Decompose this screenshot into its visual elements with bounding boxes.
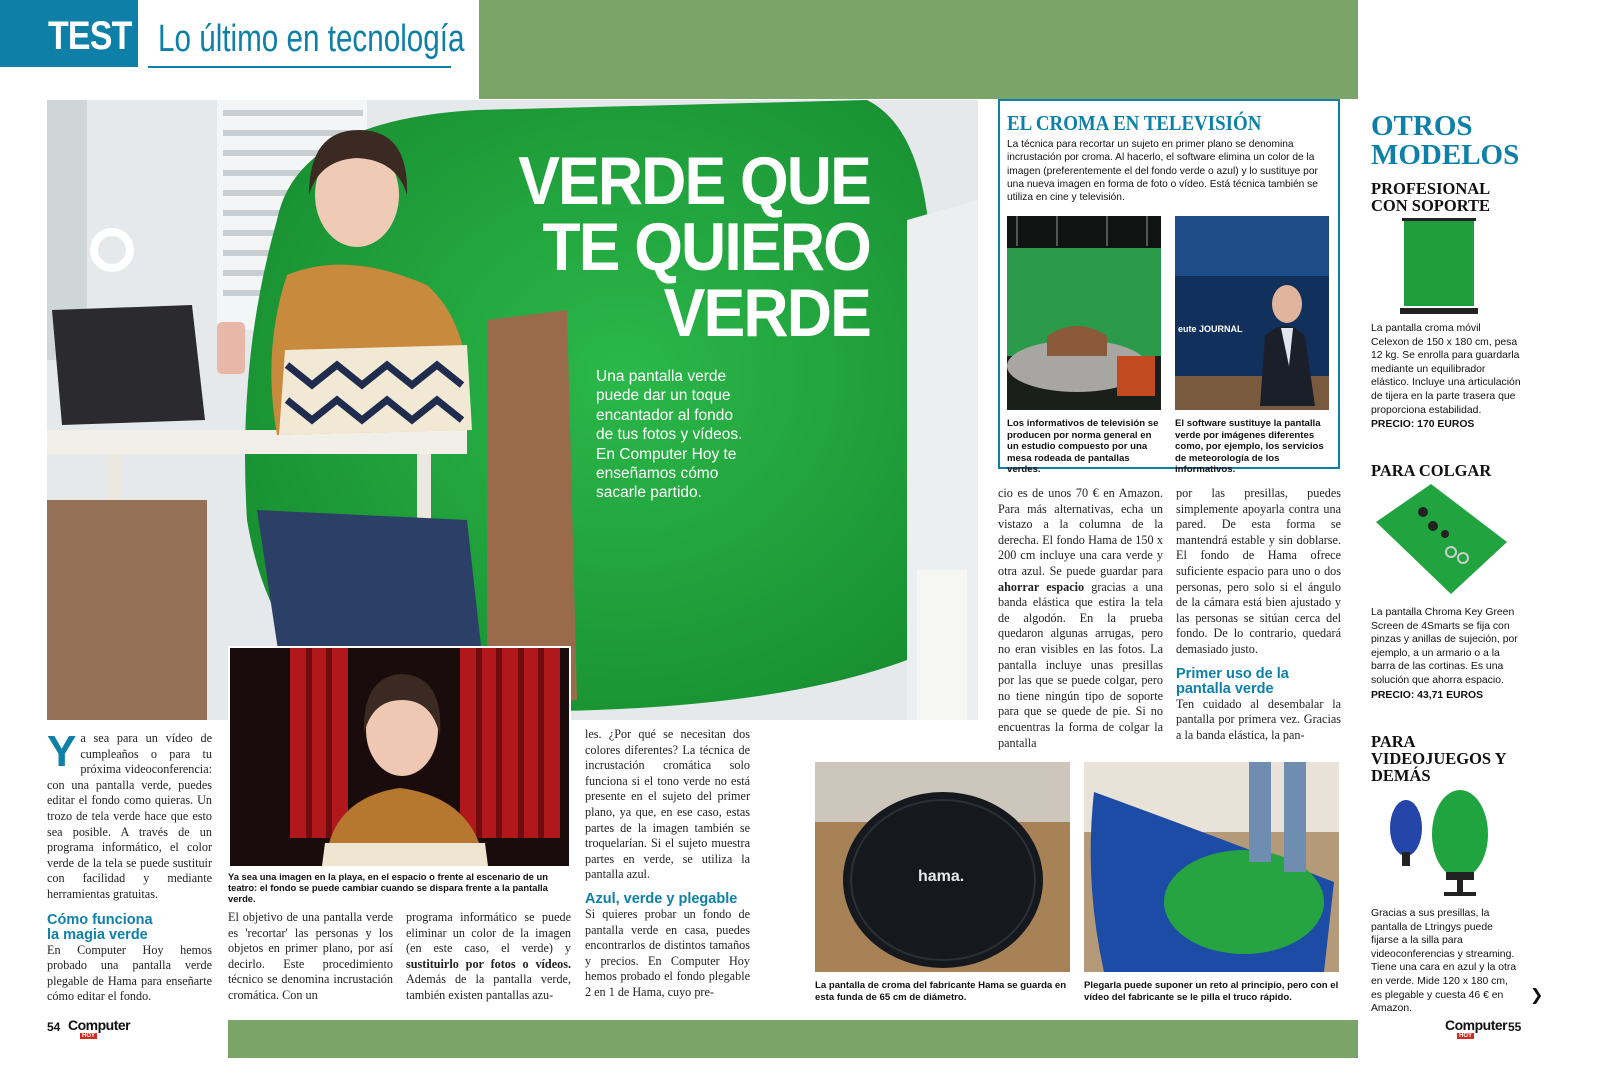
col1-heading: Cómo funciona la magia verde: [47, 911, 153, 943]
model-2-image: [1371, 482, 1511, 597]
footer-olive-band: [228, 1020, 1358, 1058]
tv-photo-studio: [1007, 216, 1161, 410]
col5-text-a: cio es de unos 70 € en Amazon. Para más alternativas, echa un vistazo a la columna de la derecha. El fondo Hama de 150 x 200 cm incluye una cara verde y otra azul. Se puede guardar para: [998, 486, 1163, 578]
sidebar-title-line-1: OTROS: [1371, 110, 1473, 142]
article-col-3: [406, 910, 571, 1004]
presenter-illustration: [1175, 216, 1329, 410]
model-1-text: La pantalla croma móvil Celexon de 150 x 180 cm, pesa 12 kg. Se enrolla para guardarla mediante un equilibrador elástico. Incluye una articulación de tijera en la parte trasera que proporciona estabilidad.: [1371, 323, 1521, 416]
col1-paragraph-2: En Computer Hoy hemos probado una pantalla verde plegable de Hama para enseñarte cómo editar el fondo.: [47, 942, 212, 1004]
bag-caption: La pantalla de croma del fabricante Hama se guarda en esta funda de 65 cm de diámetro.: [815, 980, 1067, 1003]
hero-title-line-1: VERDE QUE: [518, 143, 870, 219]
col3-text-bold: sustituirlo por fotos o vídeos.: [406, 956, 571, 971]
model-1-title: PROFESIONAL CON SOPORTE: [1371, 179, 1491, 215]
model-2-text: La pantalla Chroma Key Green Screen de 4Smarts se fija con pinzas y anillas de sujeción, por ejemplo, a un armario o a la barra de las cortinas. Es una solución que ahorra espacio.: [1371, 607, 1518, 686]
article-col-2: El objetivo de una pantalla verde es 'recortar' las personas y los objetos en primer plano, por así decirlo. Este procedimiento técnico se denomina incrustación cromática. Con un: [228, 910, 393, 1002]
theater-illustration: [230, 648, 569, 866]
hero-title: [502, 143, 870, 351]
tv-caption-2: El software sustituye la pantalla verde por imágenes diferentes como, por ejemplo, los servicios de meteorología de los informativos.: [1175, 418, 1324, 476]
studio-illustration: [1007, 216, 1161, 410]
model-3-text: Gracias a sus presillas, la pantalla de Ltringys puede fijarse a la silla para videoconferencias y streaming. Tiene una cara en azul y la otra en verde. Mide 120 x 180 cm, es plegable y cuesta 46 € en Amazon.: [1371, 908, 1517, 1015]
footer-brand-left: [68, 1017, 131, 1039]
fold-illustration: [1084, 762, 1339, 972]
col4-heading: Azul, verde y plegable: [585, 890, 738, 907]
fold-caption: Plegarla puede suponer un reto al principio, pero con el vídeo del fabricante se le pilla el truco rápido.: [1084, 980, 1339, 1003]
footer-brand-right: [1445, 1017, 1508, 1039]
sidebar-title: [1371, 112, 1519, 170]
page-number-right: 55: [1508, 1020, 1522, 1034]
col6-paragraph-2: Ten cuidado al desembalar la pantalla por primera vez. Gracias a la banda elástica, la pan-: [1176, 696, 1341, 742]
hero-title-line-2: TE QUIERO: [542, 209, 870, 285]
footer-brand-right-name: Computer: [1445, 1017, 1508, 1033]
model-1-image: [1400, 218, 1478, 318]
col4-paragraph-1: les. ¿Por qué se necesitan dos colores diferentes? La técnica de incrustación cromática solo funciona si el tono verde no está presente en el sujeto del primer plano, ya que, en ese caso, estas partes de la imagen también se troquelarían. Si el sujeto muestra partes en verde, se utiliza la pantalla azul.: [585, 727, 750, 882]
header-olive-band: [479, 0, 1358, 99]
col6-paragraph-1: por las presillas, puedes simplemente apoyarla contra una pared. De esta forma se mantendrá estable y sin doblarse. El fondo de Hama ofrece suficiente espacio para uno o dos personas, pero solo si el ángulo de la cámara está bien ajustado y las personas se sitúan cerca del fondo. De lo contrario, quedará demasiado justo.: [1176, 486, 1341, 656]
footer-brand-left-name: Computer: [68, 1017, 131, 1033]
inset-caption: Ya sea una imagen en la playa, en el espacio o frente al escenario de un teatro: el fondo se puede cambiar cuando se dispara frente a la pantalla verde.: [228, 871, 548, 904]
tv-box-text: La técnica para recortar un sujeto en primer plano se denomina incrustación por croma. Al hacerlo, el software elimina un color de la imagen (preferentemente el del fondo verde o azul) y lo sustituye por una nueva imagen en forma de foto o vídeo. Está técnica también se utiliza en cine y televisión.: [1007, 139, 1318, 204]
article-col-5: [998, 486, 1163, 751]
col4-paragraph-2: Si quieres probar un fondo de pantalla verde en casa, puedes encontrarlos de distintos tamaños y precios. En Computer Hoy hemos probado el fondo plegable 2 en 1 de Hama, cuyo pre-: [585, 906, 750, 999]
page-number-left: 54: [47, 1020, 61, 1034]
header-subtitle: Lo último en tecnología: [158, 18, 465, 60]
footer-brand-right-sub: HOY: [1459, 1033, 1473, 1039]
chair-screen-illustration: [1388, 790, 1498, 902]
fold-photo: [1084, 762, 1339, 972]
inset-photo: [228, 646, 571, 868]
tv-photo-presenter: [1175, 216, 1329, 410]
model-2-title: PARA COLGAR: [1371, 461, 1492, 480]
model-2-price: PRECIO: 43,71 EUROS: [1371, 690, 1484, 701]
col5-text-b: gracias a una banda elástica que estira la tela de algodón. En la prueba quedaron algunas arrugas, pero no eran visibles en las fotos. La pantalla incluye unas presillas por las que se puede colgar, pero no tiene ningún tipo de soporte para que se quede de pie. Si no encuentras la forma de colgar la pantalla: [998, 579, 1163, 750]
hero-title-line-3: VERDE: [663, 275, 870, 351]
col3-text-a: programa informático se puede eliminar un color de la imagen (en este caso, el verde) y: [406, 910, 571, 956]
stand-screen-illustration: [1400, 218, 1478, 318]
bag-photo: [815, 762, 1070, 972]
tv-caption-1: Los informativos de televisión se producen por norma general en un estudio compuesto por una mesa rodeada de pantallas verdes.: [1007, 418, 1159, 476]
footer-brand-left-sub: HOY: [82, 1033, 96, 1039]
dropcap: Y: [47, 727, 77, 776]
hanging-screen-illustration: [1371, 482, 1511, 597]
col3-text-b: Además de la pantalla verde, también existen pantallas azu-: [406, 972, 571, 1002]
header-underline: [148, 66, 451, 68]
article-col-4: [585, 727, 750, 1001]
col6-heading: Primer uso de la pantalla verde: [1176, 665, 1289, 697]
model-1-price: PRECIO: 170 EUROS: [1371, 419, 1475, 430]
model-3-image: [1388, 790, 1498, 902]
tv-screen-text: eute JOURNAL: [1178, 324, 1243, 334]
next-page-arrow-icon[interactable]: ❯: [1530, 985, 1544, 1004]
model-3-title: PARA VIDEOJUEGOS Y DEMÁS: [1371, 732, 1506, 785]
sidebar-title-line-2: MODELOS: [1371, 139, 1520, 171]
hero-intro: Una pantalla verde puede dar un toque encantador al fondo de tus fotos y vídeos. En Computer Hoy te enseñamos cómo sacarle partido.: [596, 368, 743, 502]
bag-logo: hama.: [918, 868, 965, 885]
col5-text-bold: ahorrar espacio: [998, 579, 1085, 594]
col1-paragraph-1: a sea para un vídeo de cumpleaños o para tu próxima videoconferencia: con una pantalla verde, puedes editar el fondo como quieras. Un trozo de tela verde hace que esto sea posible. A través de un programa informático, el color verde de la tela se puede sustituir con facilidad y mediante herramientas gratuitas.: [47, 731, 212, 901]
bag-illustration: [815, 762, 1070, 972]
header-section-label: TEST: [48, 14, 132, 58]
article-col-6: [1176, 486, 1341, 743]
tv-box-title: EL CROMA EN TELEVISIÓN: [1007, 111, 1262, 135]
article-col-1: [47, 727, 212, 1005]
